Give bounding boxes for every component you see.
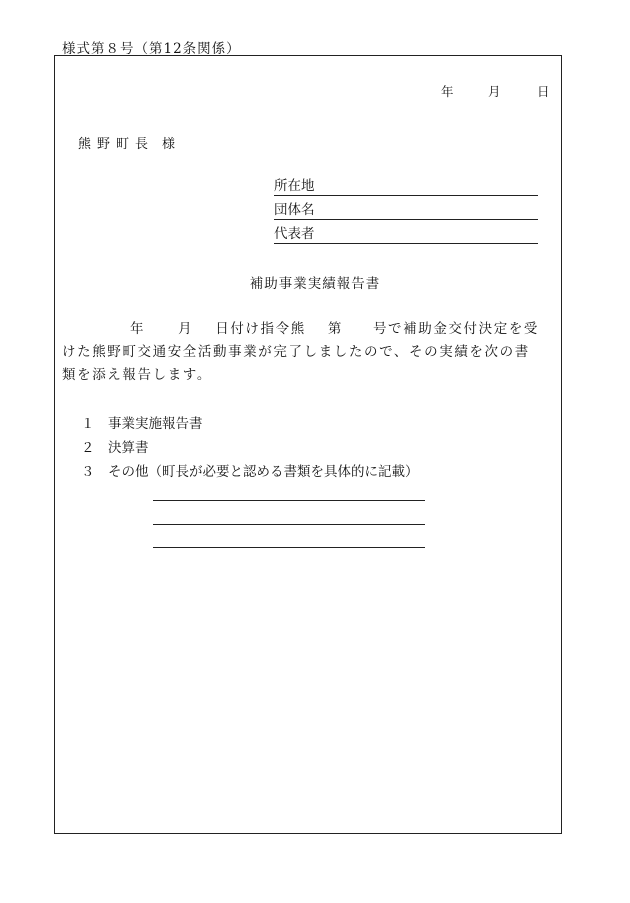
item-number: ２ [81,440,95,456]
item-text: 事業実施報告書 [108,416,203,432]
blank-line-2[interactable] [153,524,425,525]
organization-field[interactable] [274,202,538,220]
item-text: その他（町長が必要と認める書類を具体的に記載） [108,464,419,480]
body-part1: 日付け指令熊 [215,321,306,337]
form-number: 様式第８号（第12条関係） [62,41,241,57]
representative-field[interactable] [274,226,538,244]
body-line-3: 類を添え報告します。 [62,367,212,383]
addressee-name: 熊野町長 [78,137,155,152]
representative-label: 代表者 [274,226,315,242]
date-day: 日 [537,84,550,99]
list-item [81,414,419,438]
body-month: 月 [178,321,194,337]
location-field[interactable] [274,178,538,196]
attachment-list [81,414,419,486]
date-month: 月 [488,84,501,99]
body-part2: 号で補助金交付決定を受 [372,321,540,337]
addressee-honorific: 様 [162,137,182,152]
location-label: 所在地 [274,178,315,194]
item-text: 決算書 [108,440,149,456]
blank-line-1[interactable] [153,500,425,501]
organization-label: 団体名 [274,202,315,218]
body-dai: 第 [327,321,343,337]
addressee [78,133,181,152]
body-line-1 [62,318,548,341]
document-title: 補助事業実績報告書 [249,276,381,292]
item-number: ３ [81,464,95,480]
list-item [81,438,419,462]
body-line-2: けた熊野町交通安全活動事業が完了しましたので、その実績を次の書 [62,344,530,360]
list-item [81,462,419,486]
item-number: １ [81,416,95,432]
date-line [441,82,550,100]
blank-line-3[interactable] [153,547,425,548]
body-year: 年 [130,321,146,337]
report-body [62,318,548,387]
date-year: 年 [441,84,454,99]
